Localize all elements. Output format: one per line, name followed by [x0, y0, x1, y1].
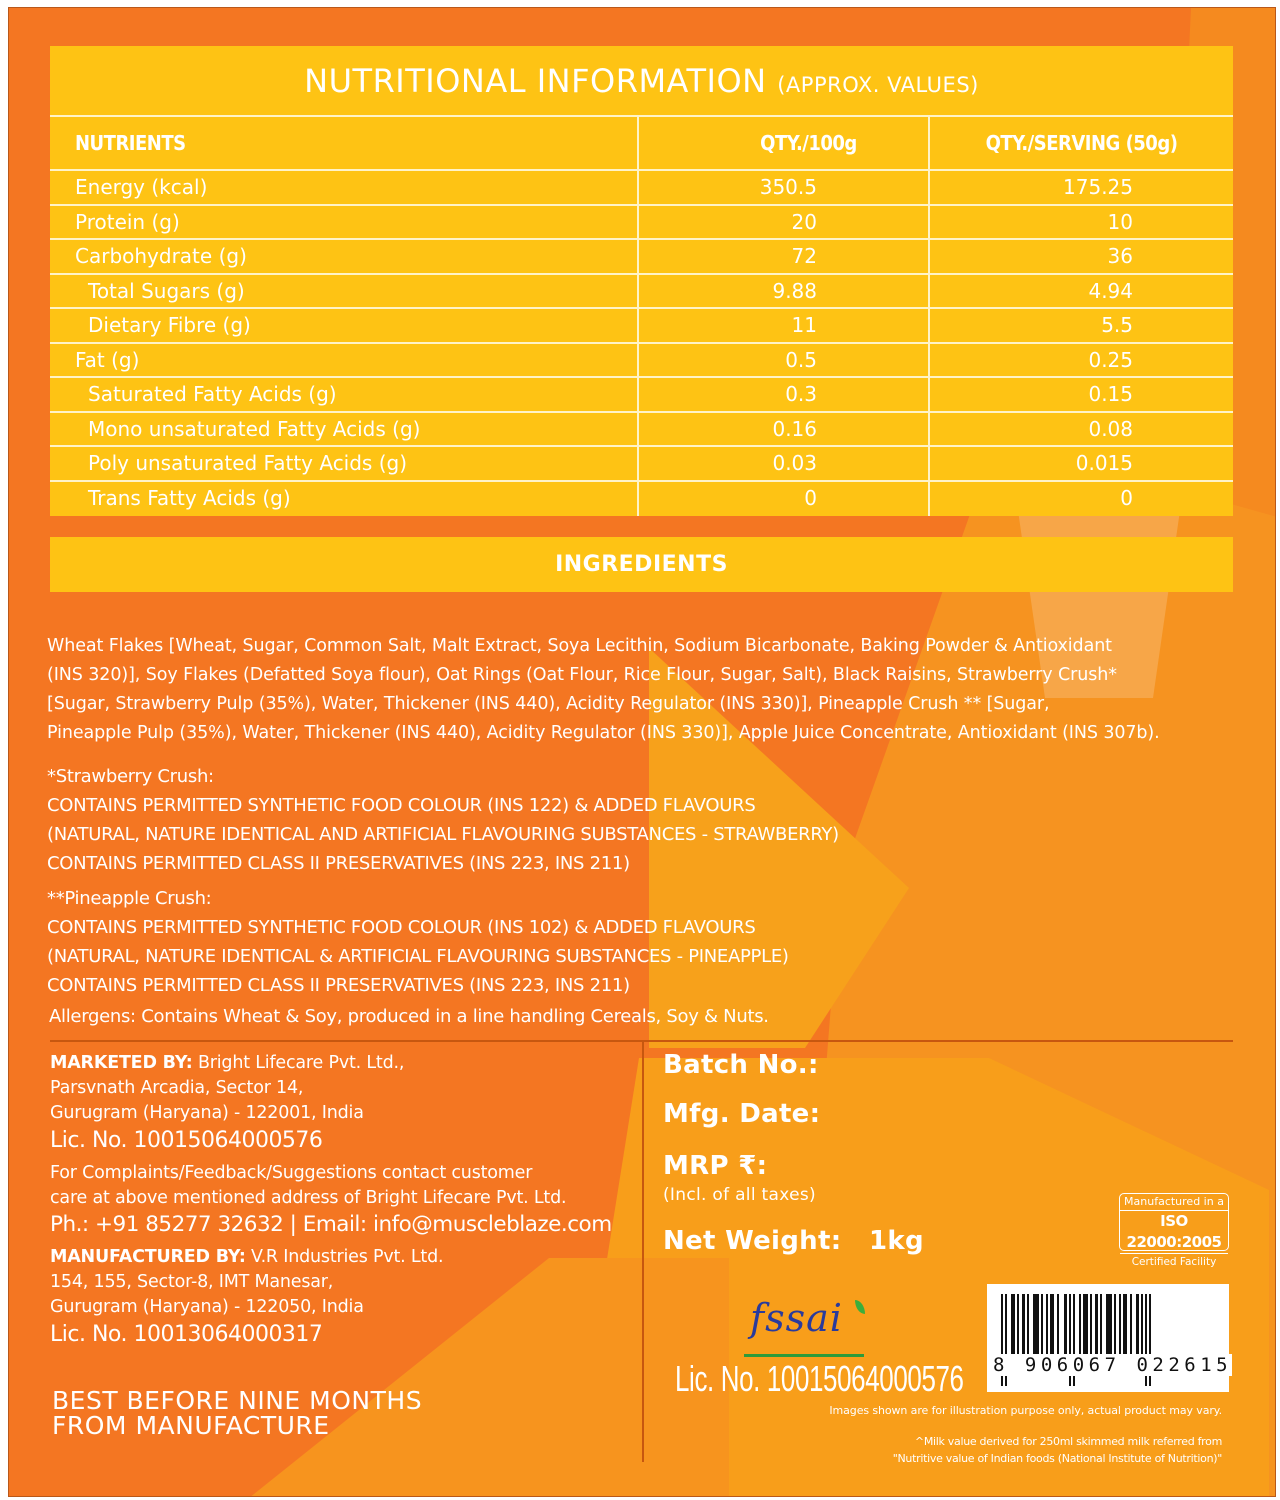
- table-row: [50, 171, 1233, 206]
- nutrient-per-serving: 0: [1120, 485, 1133, 510]
- nutrient-per100: 72: [639, 240, 930, 273]
- nutrient-name: Total Sugars (g): [50, 275, 639, 308]
- nutrient-per-serving: 0.25: [1088, 347, 1133, 372]
- nutrition-header-row: [50, 117, 1233, 171]
- best-before-line: BEST BEFORE NINE MONTHS: [52, 1386, 423, 1415]
- ingredients-text: [47, 632, 1247, 748]
- nutrient-per100: 20: [639, 206, 930, 239]
- header-qty-100g: QTY./100g: [639, 117, 930, 169]
- barcode: [987, 1284, 1233, 1392]
- milk-footnote: [893, 1433, 1222, 1467]
- nutrition-table: [50, 46, 1233, 516]
- note-line: (NATURAL, NATURE IDENTICAL & ARTIFICIAL FLAVOURING SUBSTANCES - PINEAPPLE): [47, 946, 789, 967]
- company-info: [50, 1051, 640, 1349]
- nutrient-name: Dietary Fibre (g): [50, 309, 639, 342]
- manufactured-by: [50, 1245, 640, 1270]
- footnote-line: ^Milk value derived for 250ml skimmed milk referred from: [914, 1435, 1222, 1448]
- table-row: [50, 447, 1233, 482]
- fssai-license: Lic. No. 10015064000576: [675, 1358, 964, 1399]
- product-label-panel: [8, 7, 1276, 1497]
- nutrient-per100: 350.5: [639, 171, 930, 204]
- nutrient-per-serving: 0.15: [1088, 382, 1133, 406]
- ingredients-line: Wheat Flakes [Wheat, Sugar, Common Salt, Malt Extract, Soya Lecithin, Sodium Bicarbonate, Baking Powder & Antioxidant: [47, 636, 1112, 656]
- marketed-by-license: Lic. No. 10015064000576: [50, 1128, 323, 1153]
- table-row: [50, 378, 1233, 413]
- note-line: CONTAINS PERMITTED SYNTHETIC FOOD COLOUR (INS 122) & ADDED FLAVOURS: [47, 795, 756, 816]
- marketed-by: [50, 1051, 640, 1076]
- nutrient-per100: 11: [639, 309, 930, 342]
- batch-number-label: Batch No.:: [663, 1050, 819, 1080]
- nutrient-per100: 0.3: [639, 378, 930, 411]
- nutrition-title-text: NUTRITIONAL INFORMATION: [304, 62, 767, 100]
- manufactured-by-license: Lic. No. 10013064000317: [50, 1322, 323, 1347]
- iso-certification-badge: [1119, 1193, 1229, 1268]
- best-before-line: FROM MANUFACTURE: [52, 1411, 330, 1440]
- vertical-divider: [642, 1042, 644, 1462]
- marketed-by-address: Gurugram (Haryana) - 122001, India: [50, 1103, 364, 1123]
- contact-text: For Complaints/Feedback/Suggestions contact customer: [50, 1163, 533, 1183]
- nutrition-subtitle: (APPROX. VALUES): [777, 73, 979, 97]
- best-before: [52, 1388, 422, 1438]
- footnote-line: "Nutritive value of Indian foods (National Institute of Nutrition)": [892, 1452, 1222, 1465]
- manufactured-by-address: 154, 155, Sector-8, IMT Manesar,: [50, 1272, 334, 1292]
- iso-badge-line: Certified Facility: [1131, 1256, 1217, 1268]
- ingredients-line: (INS 320)], Soy Flakes (Defatted Soya flour), Oat Rings (Oat Flour, Rice Flour, Sugar, Salt), Black Raisins, Strawberry Crush*: [47, 665, 1117, 685]
- note-heading: *Strawberry Crush:: [47, 766, 214, 787]
- nutrient-per100: 9.88: [639, 275, 930, 308]
- nutrient-name: Carbohydrate (g): [50, 240, 639, 273]
- marketed-by-name: Bright Lifecare Pvt. Ltd.,: [192, 1053, 405, 1073]
- manufactured-by-label: MANUFACTURED BY:: [50, 1247, 246, 1267]
- net-weight-label: Net Weight:: [663, 1226, 842, 1256]
- manufactured-by-address: Gurugram (Haryana) - 122050, India: [50, 1297, 364, 1317]
- nutrient-name: Energy (kcal): [50, 171, 639, 204]
- contact-text: care at above mentioned address of Bright Lifecare Pvt. Ltd.: [50, 1188, 567, 1208]
- net-weight-value: 1kg: [869, 1226, 924, 1256]
- table-row: [50, 206, 1233, 241]
- allergens-text: Allergens: Contains Wheat & Soy, produced in a line handling Cereals, Soy & Nuts.: [49, 1006, 769, 1027]
- nutrient-name: Fat (g): [50, 344, 639, 377]
- nutrient-per-serving: 5.5: [1101, 313, 1133, 337]
- ingredients-line: Pineapple Pulp (35%), Water, Thickener (INS 440), Acidity Regulator (INS 330)], Apple Juice Concentrate, Antioxidant (INS 307b).: [47, 723, 1160, 743]
- nutrient-per100: 0: [639, 482, 930, 517]
- marketed-by-label: MARKETED BY:: [50, 1053, 193, 1073]
- contact-phone-email: Ph.: +91 85277 32632 | Email: info@muscleblaze.com: [50, 1212, 612, 1237]
- nutrient-name: Protein (g): [50, 206, 639, 239]
- manufactured-by-name: V.R Industries Pvt. Ltd.: [245, 1247, 444, 1267]
- nutrient-name: Poly unsaturated Fatty Acids (g): [50, 447, 639, 480]
- fssai-logo: [744, 1296, 864, 1358]
- header-qty-serving: QTY./SERVING (50g): [985, 131, 1178, 155]
- note-line: (NATURAL, NATURE IDENTICAL AND ARTIFICIAL FLAVOURING SUBSTANCES - STRAWBERRY): [47, 824, 839, 845]
- nutrient-per-serving: 10: [1107, 209, 1133, 234]
- nutrient-per-serving: 36: [1107, 244, 1133, 268]
- iso-badge-line: Manufactured in a: [1120, 1194, 1228, 1211]
- nutrient-per-serving: 4.94: [1088, 278, 1133, 303]
- nutrient-per100: 0.16: [639, 413, 930, 446]
- fssai-underline: [744, 1354, 864, 1357]
- fssai-logo-text: fssai: [750, 1296, 843, 1340]
- note-line: CONTAINS PERMITTED SYNTHETIC FOOD COLOUR (INS 102) & ADDED FLAVOURS: [47, 917, 756, 938]
- table-row: [50, 240, 1233, 275]
- iso-badge-standard: ISO 22000:2005: [1120, 1211, 1228, 1254]
- nutrient-per-serving: 0.08: [1088, 416, 1133, 441]
- disclaimer-text: Images shown are for illustration purpose only, actual product may vary.: [829, 1404, 1222, 1417]
- mfg-date-label: Mfg. Date:: [663, 1099, 821, 1129]
- table-row: [50, 275, 1233, 310]
- nutrient-per100: 0.03: [639, 447, 930, 480]
- barcode-number: [993, 1354, 1233, 1376]
- table-row: [50, 344, 1233, 379]
- ingredients-title: INGREDIENTS: [50, 537, 1233, 592]
- ingredients-line: [Sugar, Strawberry Pulp (35%), Water, Thickener (INS 440), Acidity Regulator (INS 330)], Pineapple Crush ** [Sugar,: [47, 694, 1050, 714]
- table-row: [50, 309, 1233, 344]
- table-row: [50, 413, 1233, 448]
- mrp-label: MRP ₹:: [663, 1151, 768, 1181]
- barcode-digits: 8 906067 022615: [993, 1354, 1233, 1376]
- strawberry-crush-note: [47, 762, 839, 878]
- header-nutrients: NUTRIENTS: [50, 117, 639, 169]
- pineapple-crush-note: [47, 884, 789, 1000]
- nutrition-title: [50, 46, 1233, 117]
- nutrient-name: Saturated Fatty Acids (g): [50, 378, 639, 411]
- note-line: CONTAINS PERMITTED CLASS II PRESERVATIVES (INS 223, INS 211): [47, 975, 630, 996]
- nutrient-name: Trans Fatty Acids (g): [50, 482, 639, 517]
- nutrient-per100: 0.5: [639, 344, 930, 377]
- nutrient-per-serving: 0.015: [1075, 451, 1133, 475]
- note-line: CONTAINS PERMITTED CLASS II PRESERVATIVES (INS 223, INS 211): [47, 853, 630, 874]
- note-heading: **Pineapple Crush:: [47, 888, 212, 909]
- nutrient-per-serving: 175.25: [1063, 175, 1133, 199]
- mrp-note: (Incl. of all taxes): [663, 1185, 816, 1205]
- marketed-by-address: Parsvnath Arcadia, Sector 14,: [50, 1078, 304, 1098]
- nutrient-name: Mono unsaturated Fatty Acids (g): [50, 413, 639, 446]
- table-row: [50, 482, 1233, 517]
- leaf-icon: [855, 1300, 865, 1314]
